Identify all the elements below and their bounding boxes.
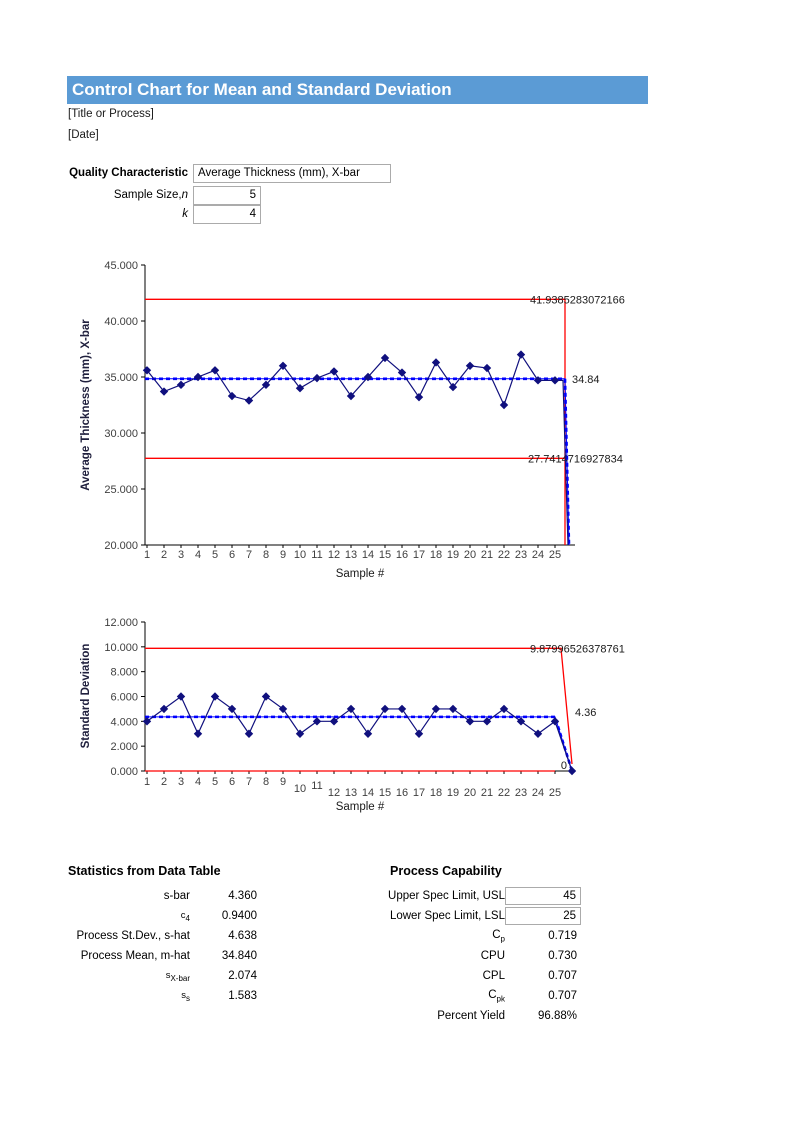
x-tick-label: 1: [143, 776, 151, 788]
ucl-line: [145, 648, 572, 764]
x-tick-label: 2: [160, 776, 168, 788]
x-tick-label: 16: [395, 549, 409, 561]
x-tick-label: 21: [480, 787, 494, 799]
x-tick-label: 12: [327, 549, 341, 561]
row-value: 96.88%: [537, 1010, 577, 1022]
row-value: 4.638: [228, 930, 257, 942]
quality-characteristic-label: Quality Characteristic: [69, 167, 188, 179]
x-tick-label: 20: [463, 549, 477, 561]
data-point-marker: [245, 730, 253, 738]
x-tick-label: 23: [514, 787, 528, 799]
process-capability-table: [330, 864, 590, 1026]
ucl-label: 9.87996526378761: [530, 643, 625, 656]
data-point-marker: [194, 730, 202, 738]
x-tick-label: 22: [497, 787, 511, 799]
xbar-control-chart: [75, 250, 775, 600]
quality-characteristic-input[interactable]: Average Thickness (mm), X-bar: [193, 164, 391, 183]
x-tick-label: 7: [245, 776, 253, 788]
x-axis-title: Sample #: [335, 801, 385, 813]
data-point-marker: [177, 692, 185, 700]
row-value: 2.074: [228, 970, 257, 982]
cl-label: 4.36: [575, 706, 597, 719]
x-tick-label: 11: [311, 549, 323, 561]
row-label: s-bar: [163, 890, 190, 902]
row-label: $c_4$: [180, 909, 190, 923]
date-placeholder[interactable]: [Date]: [68, 129, 99, 141]
sample-size-symbol: n: [181, 189, 188, 201]
data-point-marker: [313, 717, 321, 725]
x-tick-label: 12: [327, 787, 341, 799]
data-point-marker: [330, 717, 338, 725]
y-tick-label: 40.000: [104, 316, 138, 328]
spec-limit-input[interactable]: 45: [505, 887, 581, 905]
data-point-marker: [330, 367, 338, 375]
x-tick-label: 24: [531, 787, 545, 799]
process-capability-rows: [330, 886, 590, 1026]
table-row: [68, 946, 328, 966]
x-tick-label: 19: [446, 787, 460, 799]
series-line: [147, 697, 572, 772]
y-tick-label: 35.000: [104, 372, 138, 384]
ucl-label: 41.9385283072166: [530, 294, 625, 307]
row-label: Process Mean, m-hat: [80, 950, 190, 962]
x-tick-label: 3: [177, 776, 185, 788]
statistics-table: [68, 864, 328, 1006]
x-tick-label: 18: [429, 787, 443, 799]
x-tick-label: 5: [211, 549, 219, 561]
data-point-marker: [262, 692, 270, 700]
series-line: [147, 355, 568, 545]
x-tick-label: 21: [480, 549, 494, 561]
y-tick-label: 6.000: [110, 691, 138, 704]
table-row: [68, 926, 328, 946]
stddev-control-chart: [75, 600, 775, 840]
cl-label: 34.84: [572, 373, 600, 386]
data-point-marker: [296, 730, 304, 738]
data-point-marker: [381, 705, 389, 713]
data-point-marker: [517, 350, 525, 358]
sample-size-input[interactable]: 5: [193, 186, 261, 205]
row-label: Lower Spec Limit, LSL: [389, 910, 505, 922]
data-point-marker: [347, 705, 355, 713]
y-tick-label: 2.000: [110, 741, 138, 754]
table-row: [68, 906, 328, 926]
row-value: 0.707: [548, 970, 577, 982]
x-tick-label: 22: [497, 549, 511, 561]
x-tick-label: 13: [344, 787, 358, 799]
y-tick-label: 12.000: [104, 617, 138, 629]
x-tick-label: 10: [293, 549, 307, 561]
x-tick-label: 10: [293, 783, 307, 795]
data-point-marker: [398, 705, 406, 713]
y-tick-label: 10.000: [104, 641, 138, 654]
y-tick-label: 30.000: [104, 428, 138, 440]
data-point-marker: [228, 705, 236, 713]
data-point-marker: [551, 376, 559, 384]
x-tick-label: 13: [344, 549, 358, 561]
sample-size-label: Sample Size,n: [113, 189, 188, 201]
x-tick-label: 9: [279, 549, 287, 561]
title-or-process-placeholder[interactable]: [Title or Process]: [68, 108, 154, 120]
data-point-marker: [483, 364, 491, 372]
lcl-label: 27.7414716927834: [528, 453, 623, 466]
x-tick-label: 19: [446, 549, 460, 561]
data-point-marker: [415, 730, 423, 738]
k-label: k: [182, 208, 188, 220]
x-tick-label: 20: [463, 787, 477, 799]
data-point-marker: [160, 705, 168, 713]
center-line: [145, 717, 572, 771]
data-point-marker: [534, 730, 542, 738]
x-tick-label: 25: [548, 549, 562, 561]
x-tick-label: 9: [279, 776, 287, 788]
x-tick-label: 17: [412, 549, 426, 561]
row-label: $C_p$: [492, 928, 505, 944]
x-tick-label: 15: [378, 787, 392, 799]
table-row: [330, 1006, 590, 1026]
y-tick-label: 45.000: [104, 260, 138, 272]
table-row: [68, 886, 328, 906]
x-tick-label: 4: [194, 776, 202, 788]
row-value: 0.719: [548, 930, 577, 942]
data-point-marker: [551, 717, 559, 725]
row-label: Process St.Dev., s-hat: [76, 930, 190, 942]
data-point-marker: [177, 381, 185, 389]
end-data-point-marker: [568, 767, 576, 775]
row-label: $s_{X-bar}$: [165, 969, 190, 983]
spec-limit-input[interactable]: 25: [505, 907, 581, 925]
x-tick-label: 14: [361, 787, 375, 799]
row-value: 1.583: [228, 990, 257, 1002]
k-input[interactable]: 4: [193, 205, 261, 224]
row-value: 0.707: [548, 990, 577, 1002]
x-tick-label: 1: [143, 549, 151, 561]
data-point-marker: [500, 401, 508, 409]
x-tick-label: 23: [514, 549, 528, 561]
x-tick-label: 8: [262, 776, 270, 788]
data-point-marker: [432, 358, 440, 366]
statistics-table-title: Statistics from Data Table: [68, 864, 221, 878]
data-point-marker: [415, 393, 423, 401]
x-tick-label: 17: [412, 787, 426, 799]
table-row: [330, 886, 590, 906]
lcl-label: 0: [560, 760, 567, 772]
y-tick-label: 8.000: [110, 666, 138, 679]
data-point-marker: [211, 692, 219, 700]
row-value: 0.9400: [221, 910, 257, 922]
x-tick-label: 2: [160, 549, 168, 561]
x-tick-label: 6: [228, 549, 236, 561]
row-value: 0.730: [548, 950, 577, 962]
x-tick-label: 11: [311, 780, 323, 792]
x-tick-label: 16: [395, 787, 409, 799]
y-tick-label: 25.000: [104, 484, 138, 496]
row-label: CPL: [482, 970, 505, 982]
table-row: [330, 926, 590, 946]
data-point-marker: [449, 705, 457, 713]
table-row: [330, 986, 590, 1006]
table-row: [330, 966, 590, 986]
table-row: [330, 906, 590, 926]
page-title: Control Chart for Mean and Standard Deviation: [72, 80, 452, 99]
x-tick-label: 3: [177, 549, 185, 561]
row-value: 34.840: [221, 950, 257, 962]
data-point-marker: [466, 717, 474, 725]
x-axis-title: Sample #: [335, 568, 385, 580]
data-point-marker: [279, 705, 287, 713]
data-point-marker: [211, 366, 219, 374]
data-point-marker: [500, 705, 508, 713]
x-tick-label: 25: [548, 787, 562, 799]
y-tick-label: 20.000: [104, 540, 138, 552]
x-tick-label: 24: [531, 549, 545, 561]
row-label: Upper Spec Limit, USL: [388, 890, 505, 902]
x-tick-label: 14: [361, 549, 375, 561]
ucl-line: [145, 299, 565, 545]
center-line-solid: [145, 717, 572, 771]
y-axis-title: Average Thickness (mm), X-bar: [80, 319, 92, 491]
row-label: $s_s$: [181, 989, 190, 1003]
y-tick-label: 0.000: [110, 766, 138, 778]
x-tick-label: 5: [211, 776, 219, 788]
x-tick-label: 15: [378, 549, 392, 561]
title-banner: [67, 76, 648, 104]
table-row: [68, 986, 328, 1006]
row-label: $C_{pk}$: [488, 988, 505, 1004]
x-tick-label: 8: [262, 549, 270, 561]
x-tick-label: 18: [429, 549, 443, 561]
row-label: CPU: [480, 950, 505, 962]
row-label: Percent Yield: [437, 1010, 505, 1022]
y-tick-label: 4.000: [110, 716, 138, 729]
data-point-marker: [313, 374, 321, 382]
data-point-marker: [364, 730, 372, 738]
data-point-marker: [228, 392, 236, 400]
process-capability-title: Process Capability: [390, 864, 502, 878]
data-point-marker: [483, 717, 491, 725]
x-tick-label: 4: [194, 549, 202, 561]
data-point-marker: [517, 717, 525, 725]
x-tick-label: 6: [228, 776, 236, 788]
table-row: [68, 966, 328, 986]
row-value: 4.360: [228, 890, 257, 902]
data-point-marker: [143, 717, 151, 725]
y-axis-title: Standard Deviation: [80, 643, 92, 749]
data-point-marker: [432, 705, 440, 713]
data-point-marker: [534, 376, 542, 384]
table-row: [330, 946, 590, 966]
statistics-table-rows: [68, 886, 328, 1006]
x-tick-label: 7: [245, 549, 253, 561]
